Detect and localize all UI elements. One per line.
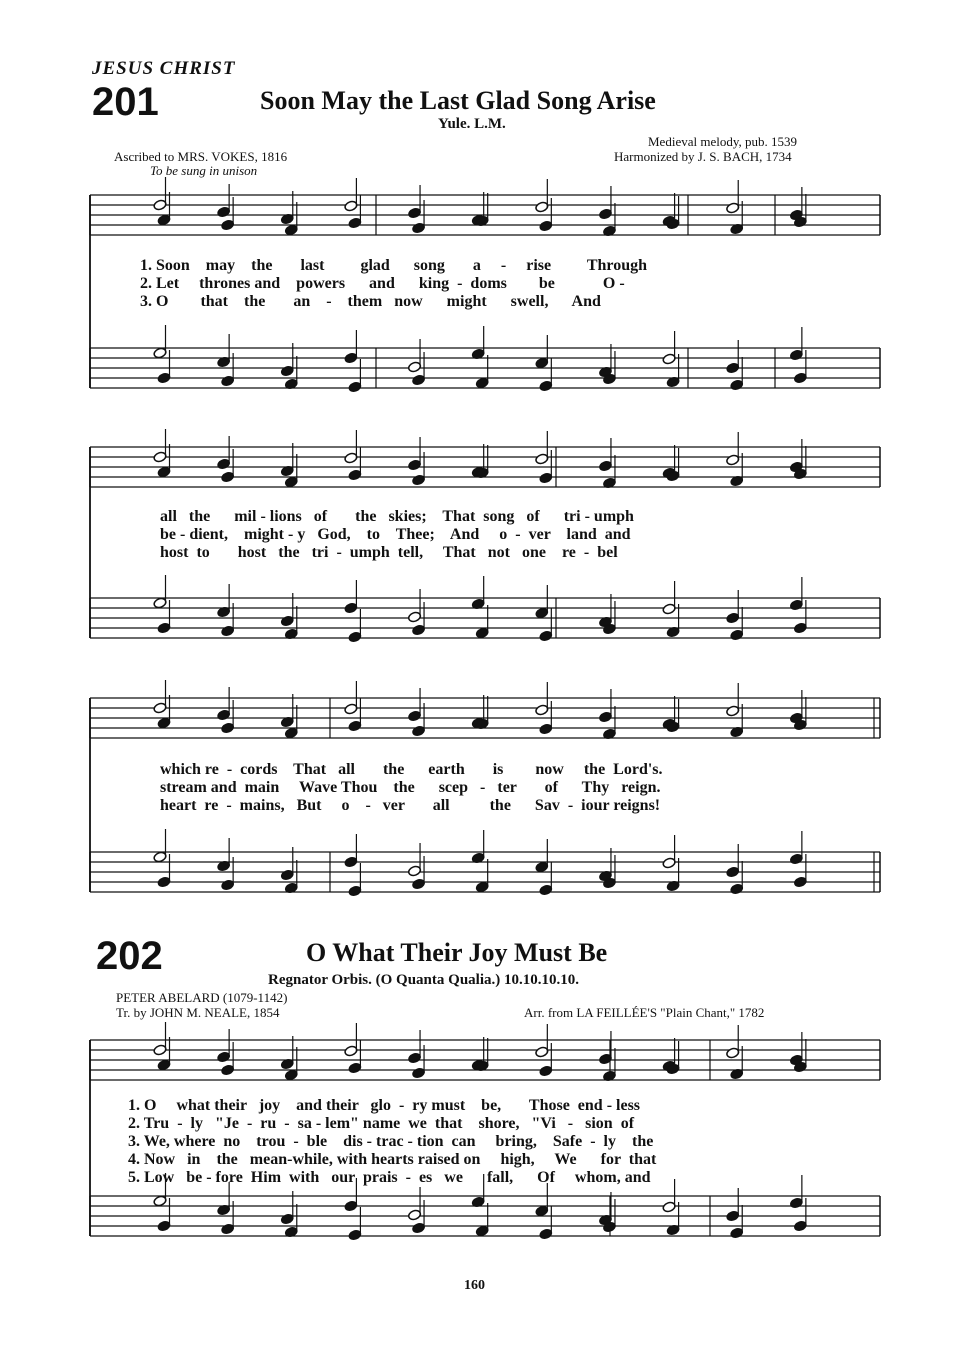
hymn-201-s3-line2: stream and main Wave Thou the scep - ter of Thy reign. (160, 779, 661, 796)
hymn-202-line2: 2. Tru - ly "Je - ru - sa - lem" name we that shore, "Vi - sion of (128, 1115, 635, 1132)
hymn-201-s1-line2: 2. Let thrones and powers and king - doms be O - (140, 275, 625, 292)
hymn-201-s2-line1: all the mil - lions of the skies; That song of tri - umph (160, 508, 634, 525)
hymn-202-author: PETER ABELARD (1079-1142) (116, 990, 288, 1005)
hymn-202-title: O What Their Joy Must Be (306, 938, 608, 967)
section-heading: JESUS CHRIST (92, 58, 236, 79)
hymn-202-line4: 4. Now in the mean-while, with hearts raised on high, We for that (128, 1151, 657, 1168)
hymn-201-s2-line2: be - dient, might - y God, to Thee; And o - ver land and (160, 526, 631, 543)
hymn-201-number: 201 (92, 80, 159, 124)
hymn-201-harmonizer: Harmonized by J. S. BACH, 1734 (614, 149, 792, 164)
hymn-202-line3: 3. We, where no trou - ble dis - trac - tion can bring, Safe - ly the (128, 1133, 654, 1150)
hymn-202-translator: Tr. by JOHN M. NEALE, 1854 (116, 1005, 280, 1020)
hymn-201-s1-line1: 1. Soon may the last glad song a - rise Through (140, 257, 648, 274)
page-number: 160 (464, 1278, 485, 1293)
hymn-201-title: Soon May the Last Glad Song Arise (260, 86, 656, 115)
hymn-202-tune: Regnator Orbis. (O Quanta Qualia.) 10.10.10.10. (268, 972, 579, 988)
hymn-201-instruction: To be sung in unison (150, 163, 258, 178)
hymn-201-melody-source: Medieval melody, pub. 1539 (648, 134, 797, 149)
hymn-201-s1-line3: 3. O that the an - them now might swell, And (140, 293, 601, 310)
hymn-202-arranger: Arr. from LA FEILLÉE'S "Plain Chant," 1782 (524, 1005, 765, 1020)
hymn-202-number: 202 (96, 934, 163, 978)
hymn-201-s3-line3: heart re - mains, But o - ver all the Sav - iour reigns! (160, 797, 661, 814)
hymn-201-s3-line1: which re - cords That all the earth is now the Lord's. (160, 761, 663, 778)
hymn-201-tune: Yule. L.M. (438, 116, 506, 132)
hymn-202-line5: 5. Low be - fore Him with our prais - es we fall, Of whom, and (128, 1169, 651, 1186)
hymn-202-line1: 1. O what their joy and their glo - ry must be, Those end - less (128, 1097, 641, 1114)
hymn-201-author: Ascribed to MRS. VOKES, 1816 (114, 149, 288, 164)
hymn-201-s2-line3: host to host the tri - umph tell, That not one re - bel (160, 544, 618, 561)
